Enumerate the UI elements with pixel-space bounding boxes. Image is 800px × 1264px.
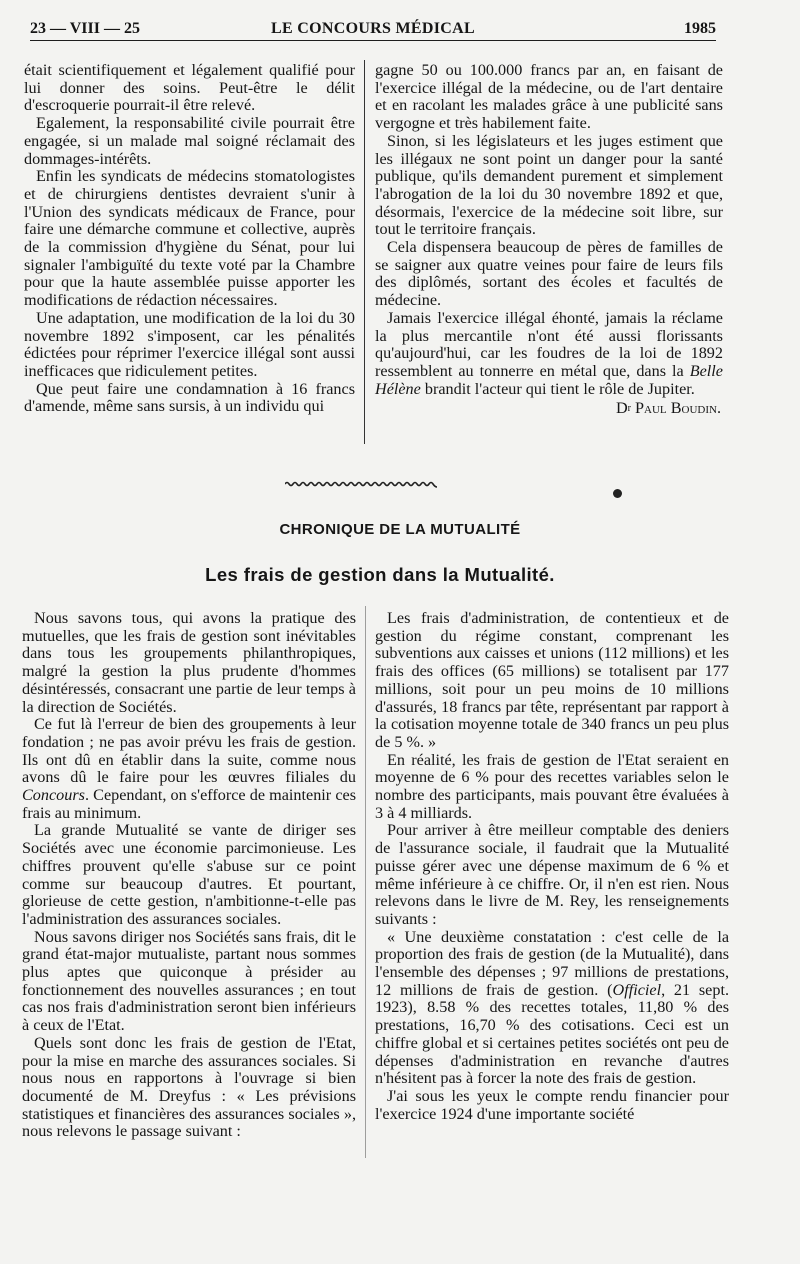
paragraph: Une adaptation, une modification de la loi du 30 novembre 1892 s'imposent, car les pénalités édictées pour réprimer l'exercice illégal sont aussi inefficaces que ridiculement petites. (24, 308, 355, 380)
paragraph: était scientifiquement et légalement qualifié pour lui donner des soins. Peut-être le délit d'escroquerie pourrait-il être relevé. (24, 61, 355, 115)
section-title: CHRONIQUE DE LA MUTUALITÉ (279, 521, 521, 538)
top-left-column (24, 62, 355, 416)
paragraph: gagne 50 ou 100.000 francs par an, en faisant de l'exercice illégal de la médecine, ou de l'art dentaire et en racolant les malades grâce à une publicité sans vergogne et très habilement faite. (375, 61, 723, 133)
ink-dot (613, 489, 622, 498)
paragraph: En réalité, les frais de gestion de l'Etat seraient en moyenne de 6 % pour des recettes variables selon le nombre des participants, mais pouvant être évaluées à 3 à 4 milliards. (375, 750, 729, 822)
paragraph: Que peut faire une condamnation à 16 francs d'amende, même sans sursis, à un individu qui (24, 379, 355, 416)
paragraph: Nous savons tous, qui avons la pratique des mutuelles, que les frais de gestion sont inévitables dans tous les groupements philanthropiques, malgré la gestion la plus prudente d'hommes désintéressés, consacrant une partie de leur temps à la direction de Sociétés. (22, 609, 356, 716)
article-left-column (22, 610, 356, 1141)
header-journal-title: LE CONCOURS MÉDICAL (271, 20, 475, 37)
text-run: . Cependant, on s'efforce de maintenir ces frais au minimum. (22, 786, 356, 822)
text-run: Jamais l'exercice illégal éhonté, jamais la réclame la plus mercantile n'ont été aussi florissants qu'aujourd'hui, car les foudres de la loi de 1892 ressemblent au tonnerre en métal que, dans la (375, 308, 723, 380)
paragraph: Pour arriver à être meilleur comptable des deniers de l'assurance sociale, il faudrait que la Mutualité puisse gérer avec une dépense maximum de 6 % et même inférieure à ce chiffre. Or, il n'en est rien. Nous relevons dans le livre de M. Rey, les renseignements suivants : (375, 821, 729, 928)
paragraph (375, 929, 729, 1088)
paragraph: Enfin les syndicats de médecins stomatologistes et de chirurgiens dentistes devraient s'unir à l'Union des syndicats médicaux de France, pour faire une démarche commune et collective, auprès de la commission d'hygiène du Sénat, pour lui signaler l'ambiguïté du texte voté par la Chambre pour que la haute assemblée puisse apporter les modifications de rédaction nécessaires. (24, 167, 355, 310)
paragraph: J'ai sous les yeux le compte rendu financier pour l'exercice 1924 d'une importante société (375, 1086, 729, 1123)
text-run: « Une deuxième constatation : c'est celle de la proportion des frais de gestion (de la Mutualité), dans l'ensemble des dépenses ; 97 millions de prestations, 12 millions de frais de gestion. ( (375, 927, 729, 999)
paragraph (22, 716, 356, 822)
paragraph: Egalement, la responsabilité civile pourrait être engagée, si un malade mal soigné réclamait des dommages-intérêts. (24, 114, 355, 168)
header-page-number: 1985 (684, 20, 716, 37)
paragraph: Sinon, si les législateurs et les juges estiment que les illégaux ne sont point un danger pour la santé publique, qu'ils demandent purement et simplement l'abrogation de la loi du 30 novembre 1892 et que, désormais, l'exercice de la médecine soit libre, sur tout le territoire français. (375, 131, 723, 239)
column-divider (365, 606, 366, 1158)
paragraph: Cela dispensera beaucoup de pères de familles de se saigner aux quatre veines pour faire de leurs fils des diplômés, sortant des écoles et facultés de médecine. (375, 238, 723, 310)
paragraph: Les frais d'administration, de contentieux et de gestion du régime constant, comprenant les subventions aux caisses et unions (112 millions) et les frais des offices (65 millions) se totalisent par 177 millions, soit pour un peu moins de 10 millions d'assurés, 18 francs par tête, représentant par rapport à la cotisation moyenne totale de 340 francs un peu plus de 5 %. » (375, 609, 729, 751)
top-right-column (375, 62, 723, 418)
italic-title: Belle Hélène (375, 361, 723, 398)
wave-ornament (285, 481, 440, 489)
signature-name: Paul Boudin. (635, 399, 721, 418)
signature-sup: r (627, 403, 631, 415)
paragraph: La grande Mutualité se vante de diriger ses Sociétés avec une économie parcimonieuse. Les chiffres prouvent qu'elle s'abuse sur ce point comme sur beaucoup d'autres. Et pourtant, glorieuse de cette gestion, n'ambitionne-t-elle pas l'administration des assurances sociales. (22, 821, 356, 928)
text-run: brandit l'acteur qui tient le rôle de Jupiter. (424, 379, 695, 398)
article-right-column (375, 610, 729, 1123)
paragraph: Quels sont donc les frais de gestion de l'Etat, pour la mise en marche des assurances sociales. Si nous nous en rapportons à l'ouvrage si bien documenté de M. Dreyfus : « Les prévisions statistiques et financières des assurances sociales », nous relevons le passage suivant : (22, 1033, 356, 1141)
running-header (30, 18, 716, 41)
paragraph: Nous savons diriger nos Sociétés sans frais, dit le grand état-major mutualiste, partant nous sommes plus aptes que quiconque à présider au fonctionnement des nouvelles assurances ; en tout cas nos frais d'administration seront bien inférieurs à ceux de l'Etat. (22, 927, 356, 1035)
text-run: Ce fut là l'erreur de bien des groupements à leur fondation ; ne pas avoir prévu les frais de gestion. Ils ont dû en établir dans la suite, comme nous avons dû le faire pour les œuvres filiales du (22, 715, 356, 787)
signature-prefix: D (615, 399, 628, 418)
column-divider (364, 60, 365, 444)
author-signature (375, 400, 723, 418)
header-date: 23 — VIII — 25 (30, 20, 140, 37)
paragraph (375, 310, 723, 399)
article-title: Les frais de gestion dans la Mutualité. (205, 564, 555, 585)
italic-title: Concours (22, 786, 85, 805)
italic-title: Officiel (612, 980, 662, 999)
text-run: , 21 sept. 1923), 8.58 % des recettes totales, 11,80 % des prestations, 16,70 % des cotisations. Ceci est un chiffre global et si certaines petites sociétés ont peu de dépenses d'administration en revanche d'autres n'hésitent pas à forcer la note des frais de gestion. (375, 980, 729, 1088)
